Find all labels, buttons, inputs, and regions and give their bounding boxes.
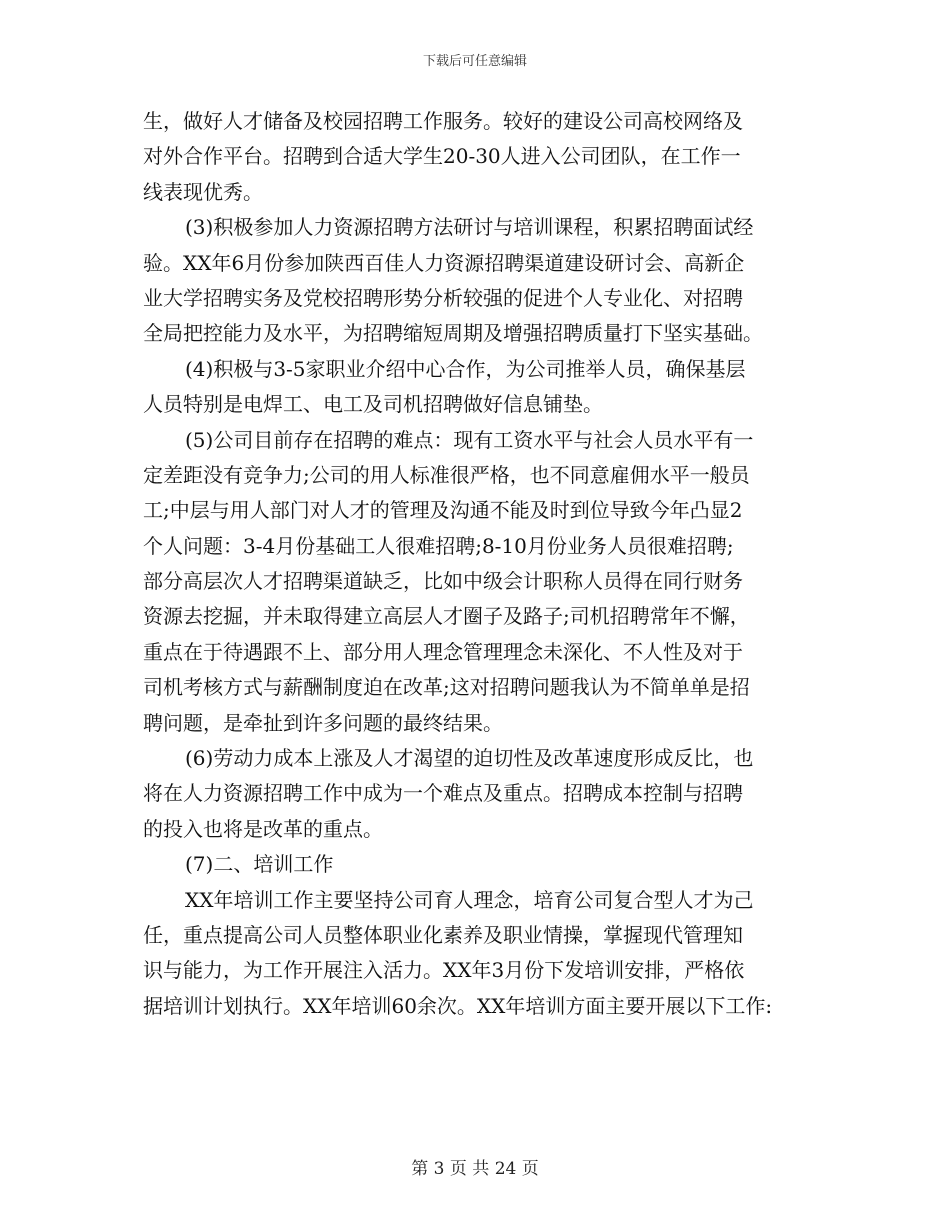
text-line: 聘问题，是牵扯到许多问题的最终结果。 <box>143 710 503 735</box>
text-line: 全局把控能力及水平，为招聘缩短周期及增强招聘质量打下坚实基础。 <box>143 321 763 346</box>
text-line: (7)二、培训工作 <box>185 852 334 877</box>
text-line: 人员特别是电焊工、电工及司机招聘做好信息铺垫。 <box>143 392 603 417</box>
text-line: 任，重点提高公司人员整体职业化素养及职业情操，掌握现代管理知 <box>143 922 743 947</box>
text-line: (6)劳动力成本上涨及人才渴望的迫切性及改革速度形成反比，也 <box>185 746 754 771</box>
text-line: 定差距没有竞争力;公司的用人标准很严格，也不同意雇佣水平一般员 <box>143 462 750 487</box>
text-line: XX年培训工作主要坚持公司育人理念，培育公司复合型人才为己 <box>185 887 754 912</box>
text-line: 识与能力，为工作开展注入活力。XX年3月份下发培训安排，严格依 <box>143 958 745 983</box>
text-line: 资源去挖掘，并未取得建立高层人才圈子及路子;司机招聘常年不懈， <box>143 604 750 629</box>
text-line: 线表现优秀。 <box>143 179 263 204</box>
text-line: (5)公司目前存在招聘的难点：现有工资水平与社会人员水平有一 <box>185 427 754 452</box>
text-line: 业大学招聘实务及党校招聘形势分析较强的促进个人专业化、对招聘 <box>143 285 743 310</box>
text-line: 工;中层与用人部门对人才的管理及沟通不能及时到位导致今年凸显2 <box>143 498 743 523</box>
text-line: (4)积极与3-5家职业介绍中心合作，为公司推举人员，确保基层 <box>185 356 746 381</box>
document-body <box>143 104 825 1024</box>
text-line: 据培训计划执行。XX年培训60余次。XX年培训方面主要开展以下工作: <box>143 993 773 1018</box>
text-line: 生，做好人才储备及校园招聘工作服务。较好的建设公司高校网络及 <box>143 109 743 133</box>
page-number-footer: 第 3 页 共 24 页 <box>411 1159 539 1179</box>
text-line: 的投入也将是改革的重点。 <box>143 816 383 841</box>
text-line: 部分高层次人才招聘渠道缺乏，比如中级会计职称人员得在同行财务 <box>143 569 743 594</box>
text-line: 对外合作平台。招聘到合适大学生20-30人进入公司团队，在工作一 <box>143 144 741 169</box>
text-line: 个人问题：3-4月份基础工人很难招聘;8-10月份业务人员很难招聘; <box>143 533 734 558</box>
text-line: 验。XX年6月份参加陕西百佳人力资源招聘渠道建设研讨会、高新企 <box>143 250 745 275</box>
text-line: (3)积极参加人力资源招聘方法研讨与培训课程，积累招聘面试经 <box>185 215 754 240</box>
page-header: 下载后可任意编辑 <box>422 54 527 69</box>
text-line: 将在人力资源招聘工作中成为一个难点及重点。招聘成本控制与招聘 <box>143 781 743 806</box>
text-line: 司机考核方式与薪酬制度迫在改革;这对招聘问题我认为不简单单是招 <box>143 675 750 700</box>
text-line: 重点在于待遇跟不上、部分用人理念管理理念未深化、不人性及对于 <box>143 639 743 664</box>
